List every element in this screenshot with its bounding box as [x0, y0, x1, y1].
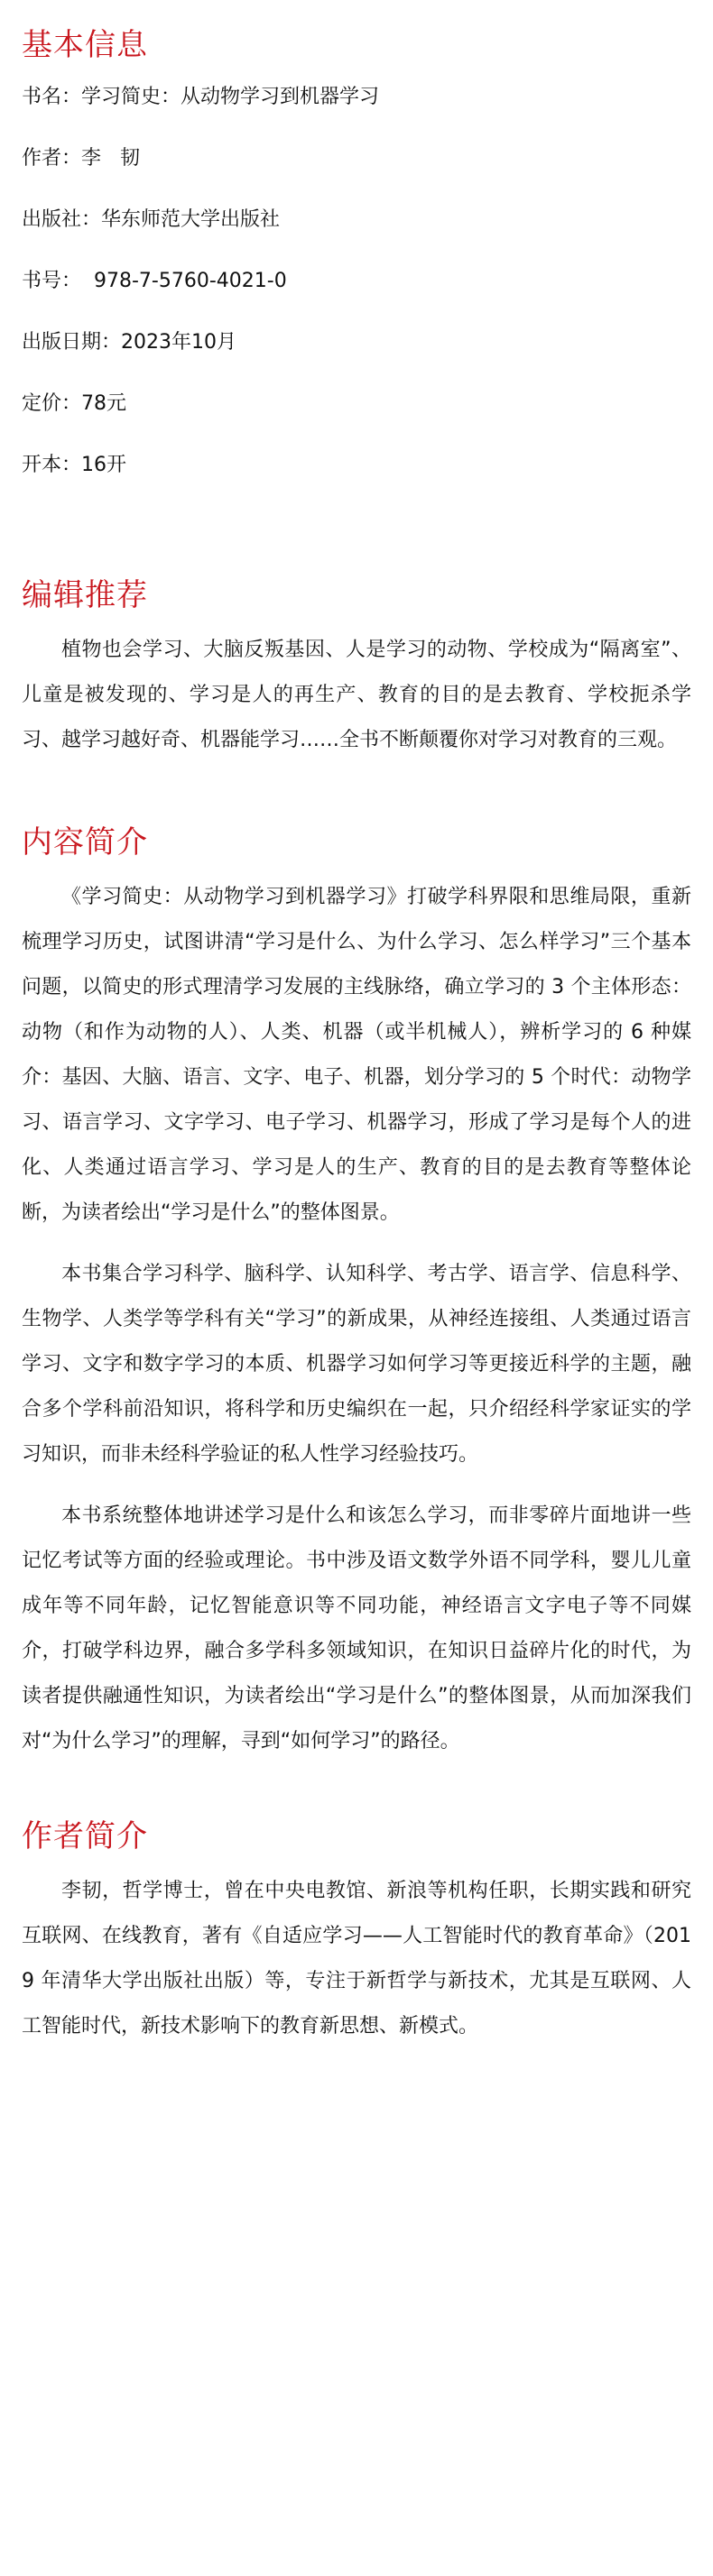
- author-intro-section: [22, 1815, 691, 2049]
- info-label: 出版社：: [22, 208, 102, 231]
- info-row-price: [22, 391, 691, 417]
- info-row-format: [22, 453, 691, 478]
- info-row-publisher: [22, 207, 691, 233]
- content-summary-paragraph: 本书集合学习科学、脑科学、认知科学、考古学、语言学、信息科学、生物学、人类学等学科有关“学习”的新成果，从神经连接组、人类通过语言学习、文字和数字学习的本质、机器学习如何学习等更接近科学的主题，融合多个学科前沿知识，将科学和历史编织在一起，只介绍经科学家证实的学习知识，而非未经科学验证的私人性学习经验技巧。: [22, 1263, 691, 1466]
- info-label: 定价：: [22, 392, 82, 415]
- info-value: 学习简史：从动物学习到机器学习: [81, 86, 380, 108]
- content-summary-paragraph: 《学习简史：从动物学习到机器学习》打破学科界限和思维局限，重新梳理学习历史，试图讲清“学习是什么、为什么学习、怎么样学习”三个基本问题，以简史的形式理清学习发展的主线脉络，确立学习的 3 个主体形态：动物（和作为动物的人）、人类、机器（或半机械人），辨析学习的 6 种媒介：基因、大脑、语言、文字、电子、机器，划分学习的 5 个时代：动物学习、语言学习、文字学习、电子学习、机器学习，形成了学习是每个人的进化、人类通过语言学习、学习是人的生产、教育的目的是去教育等整体论断，为读者绘出“学习是什么”的整体图景。: [22, 886, 691, 1224]
- basic-info-list: [22, 85, 691, 478]
- editor-recommendation-section: [22, 574, 691, 763]
- info-value: 华东师范大学出版社: [101, 208, 281, 231]
- basic-info-heading: 基本信息: [22, 27, 148, 63]
- basic-info-section: [22, 23, 691, 478]
- info-row-publish-date: [22, 330, 691, 355]
- info-value: 2023年10月: [121, 331, 236, 354]
- section-spacer: [22, 1764, 691, 1815]
- author-intro-paragraph: 李韧，哲学博士，曾在中央电教馆、新浪等机构任职，长期实践和研究互联网、在线教育，著有《自适应学习——人工智能时代的教育革命》（2019 年清华大学出版社出版）等，专注于新哲学与新技术，尤其是互联网、人工智能时代，新技术影响下的教育新思想、新模式。: [22, 1880, 691, 2038]
- section-spacer: [22, 514, 691, 574]
- editor-recommendation-paragraph: 植物也会学习、大脑反叛基因、人是学习的动物、学校成为“隔离室”、儿童是被发现的、学习是人的再生产、教育的目的是去教育、学校扼杀学习、越学习越好奇、机器能学习……全书不断颠覆你对学习对教育的三观。: [22, 639, 691, 751]
- author-intro-heading: 作者简介: [22, 1818, 148, 1854]
- editor-recommendation-heading: 编辑推荐: [22, 577, 148, 613]
- content-summary-section: [22, 821, 691, 1764]
- info-row-author: [22, 146, 691, 171]
- info-value: 78元: [81, 392, 127, 415]
- info-label: 出版日期：: [22, 331, 122, 354]
- info-label: 书名：: [22, 86, 82, 108]
- info-label: 开本：: [22, 454, 82, 476]
- content-summary-paragraph: 本书系统整体地讲述学习是什么和该怎么学习，而非零碎片面地讲一些记忆考试等方面的经验或理论。书中涉及语文数学外语不同学科，婴儿儿童成年等不同年龄，记忆智能意识等不同功能，神经语言文字电子等不同媒介，打破学科边界，融合多学科多领域知识，在知识日益碎片化的时代，为读者提供融通性知识，为读者绘出“学习是什么”的整体图景，从而加深我们对“为什么学习”的理解，寻到“如何学习”的路径。: [22, 1504, 691, 1753]
- info-label: 作者：: [22, 147, 82, 170]
- info-row-isbn: [22, 269, 691, 294]
- info-value: 李 韧: [81, 147, 140, 170]
- info-value: 16开: [81, 454, 127, 476]
- content-summary-heading: 内容简介: [22, 824, 148, 860]
- section-spacer: [22, 763, 691, 821]
- info-value: 978-7-5760-4021-0: [81, 270, 287, 292]
- info-row-title: [22, 85, 691, 110]
- info-label: 书号：: [22, 270, 82, 292]
